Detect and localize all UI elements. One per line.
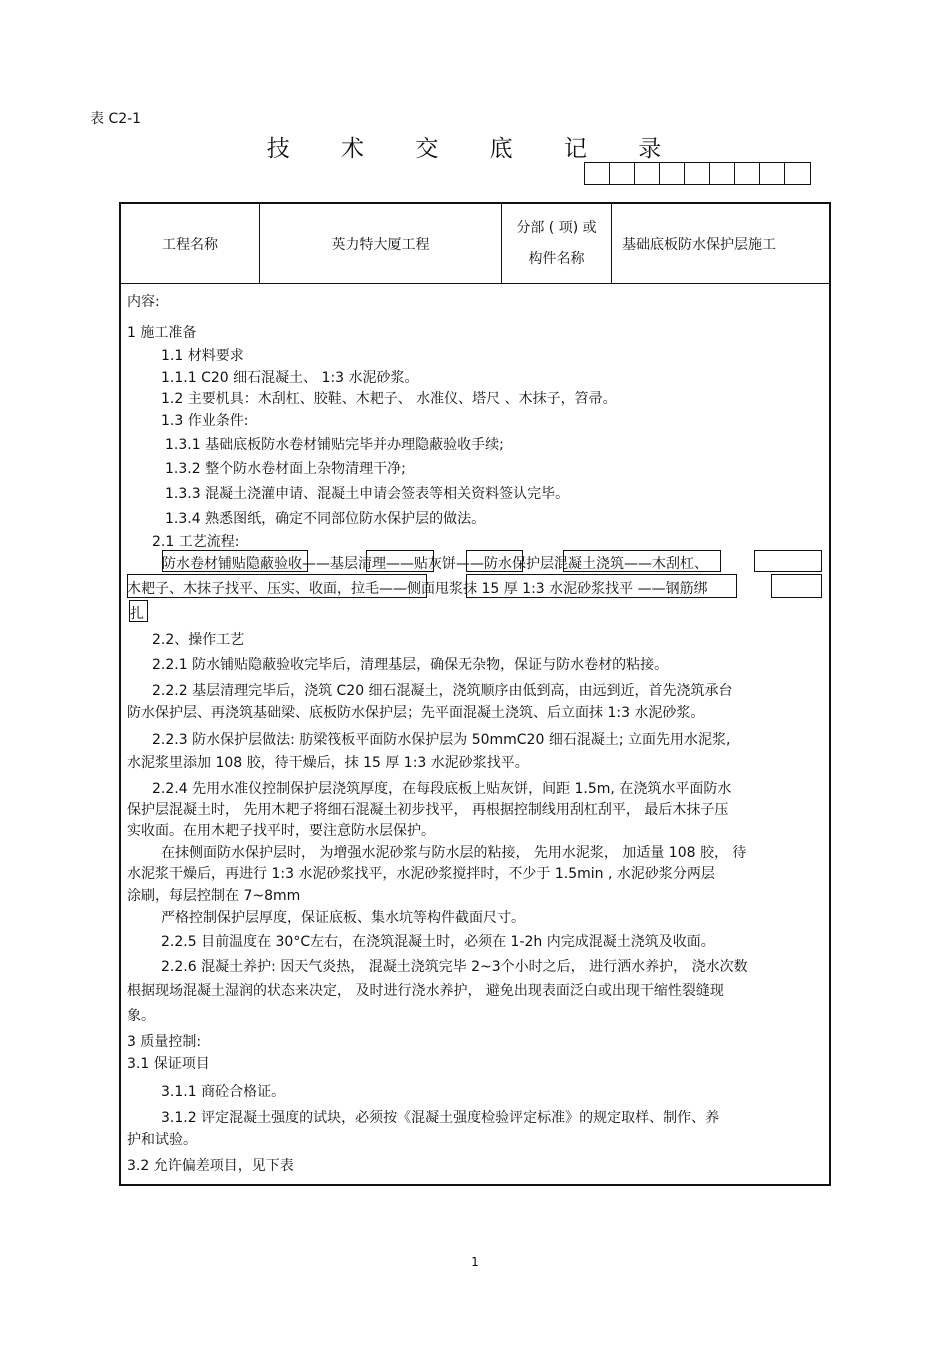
content-line: 2.2.1 防水铺贴隐蔽验收完毕后，清理基层，确保无杂物，保证与防水卷材的粘接。 <box>152 657 669 673</box>
part-value: 基础底板防水保护层施工 <box>622 236 776 253</box>
content-line: 水泥浆里添加 108 胶，待干燥后，抹 15 厚 1:3 水泥砂浆找平。 <box>127 755 529 771</box>
content-line: 1.3.1 基础底板防水卷材铺贴完毕并办理隐蔽验收手续; <box>165 437 504 453</box>
content-line: 1.1.1 C20 细石混凝土、 1:3 水泥砂浆。 <box>161 370 419 386</box>
content-line: 严格控制保护层厚度，保证底板、集水坑等构件截面尺寸。 <box>161 910 525 926</box>
content-line: 水泥浆干燥后，再进行 1:3 水泥砂浆找平，水泥砂浆搅拌时，不少于 1.5min , 水泥砂浆分两层 <box>127 866 715 882</box>
disclosure-table <box>119 202 831 1186</box>
project-name-value: 英力特大厦工程 <box>260 204 502 283</box>
flow-line: 扎 <box>130 606 144 622</box>
content-line: 1.3.4 熟悉图纸，确定不同部位防水保护层的做法。 <box>165 511 486 527</box>
table-header-row <box>121 204 829 284</box>
content-line: 3.1.1 商砼合格证。 <box>161 1084 286 1100</box>
content-line: 1.1 材料要求 <box>161 348 244 364</box>
content-line: 2.2.4 先用水准仪控制保护层浇筑厚度，在每段底板上贴灰饼，间距 1.5m, 在浇筑水平面防水 <box>152 781 732 797</box>
flow-box-empty <box>754 550 822 572</box>
section-heading: 3 质量控制: <box>127 1034 202 1050</box>
section-heading: 1 施工准备 <box>127 325 197 341</box>
content-line: 根据现场混凝土湿润的状态来决定， 及时进行浇水养护， 避免出现表面泛白或出现干缩性裂缝现 <box>127 983 724 999</box>
content-line: 在抹侧面防水保护层时， 为增强水泥砂浆与防水层的粘接， 先用水泥浆， 加适量 108 胶， 待 <box>161 845 747 861</box>
content-line: 2.2.6 混凝土养护: 因天气炎热， 混凝土浇筑完毕 2~3个小时之后， 进行洒水养护， 浇水次数 <box>161 959 748 975</box>
flow-box-rebar <box>771 574 822 598</box>
content-line: 1.3.3 混凝土浇灌申请、混凝土申请会签表等相关资料签认完毕。 <box>165 486 570 502</box>
content-line: 保护层混凝土时， 先用木耙子将细石混凝土初步找平， 再根据控制线用刮杠刮平， 最后木抹子压 <box>127 802 729 818</box>
content-line: 护和试验。 <box>127 1132 197 1148</box>
page-number: 1 <box>471 1255 479 1269</box>
content-line: 1.2 主要机具：木刮杠、胶鞋、木耙子、 水准仪、塔尺 、木抹子，笤帚。 <box>161 391 617 407</box>
content-line: 2.2.5 目前温度在 30°C左右，在浇筑混凝土时，必须在 1-2h 内完成混凝土浇筑及收面。 <box>161 934 715 950</box>
flow-line: 木耙子、木抹子找平、压实、收面，拉毛——侧面甩浆抹 15 厚 1:3 水泥砂浆找平 ——钢筋绑 <box>127 581 708 597</box>
project-name-label: 工程名称 <box>121 204 260 283</box>
record-number-boxes <box>584 162 811 185</box>
content-line: 象。 <box>127 1008 155 1024</box>
flow-line: 防水卷材铺贴隐蔽验收——基层清理——贴灰饼——防水保护层混凝土浇筑——木刮杠、 <box>162 556 708 572</box>
content-line: 2.2.2 基层清理完毕后，浇筑 C20 细石混凝土，浇筑顺序由低到高，由远到近，首先浇筑承台 <box>152 683 733 699</box>
document-title: 技 术 交 底 记 录 <box>266 136 684 162</box>
content-line: 涂刷，每层控制在 7~8mm <box>127 888 301 904</box>
content-line: 2.2.3 防水保护层做法: 肪梁筏板平面防水保护层为 50mmC20 细石混凝土; 立面先用水泥浆, <box>152 732 731 748</box>
content-line: 1.3.2 整个防水卷材面上杂物清理干净; <box>165 461 406 477</box>
content-label: 内容: <box>127 294 160 310</box>
part-label: 分部 ( 项) 或 构件名称 <box>502 204 612 283</box>
content-line: 1.3 作业条件: <box>161 413 249 429</box>
content-line: 防水保护层、再浇筑基础梁、底板防水保护层；先平面混凝土浇筑、后立面抹 1:3 水泥砂浆。 <box>127 705 705 721</box>
content-line: 3.1.2 评定混凝土强度的试块，必须按《混凝土强度检验评定标准》的规定取样、制作、养 <box>161 1110 720 1126</box>
content-line: 3.2 允许偏差项目，见下表 <box>127 1158 294 1174</box>
content-line: 实收面。在用木耙子找平时，要注意防水层保护。 <box>127 823 435 839</box>
content-line: 3.1 保证项目 <box>127 1056 210 1072</box>
section-heading: 2.2、操作工艺 <box>152 632 245 648</box>
content-line: 2.1 工艺流程: <box>152 534 240 550</box>
form-number: 表 C2-1 <box>90 111 142 127</box>
